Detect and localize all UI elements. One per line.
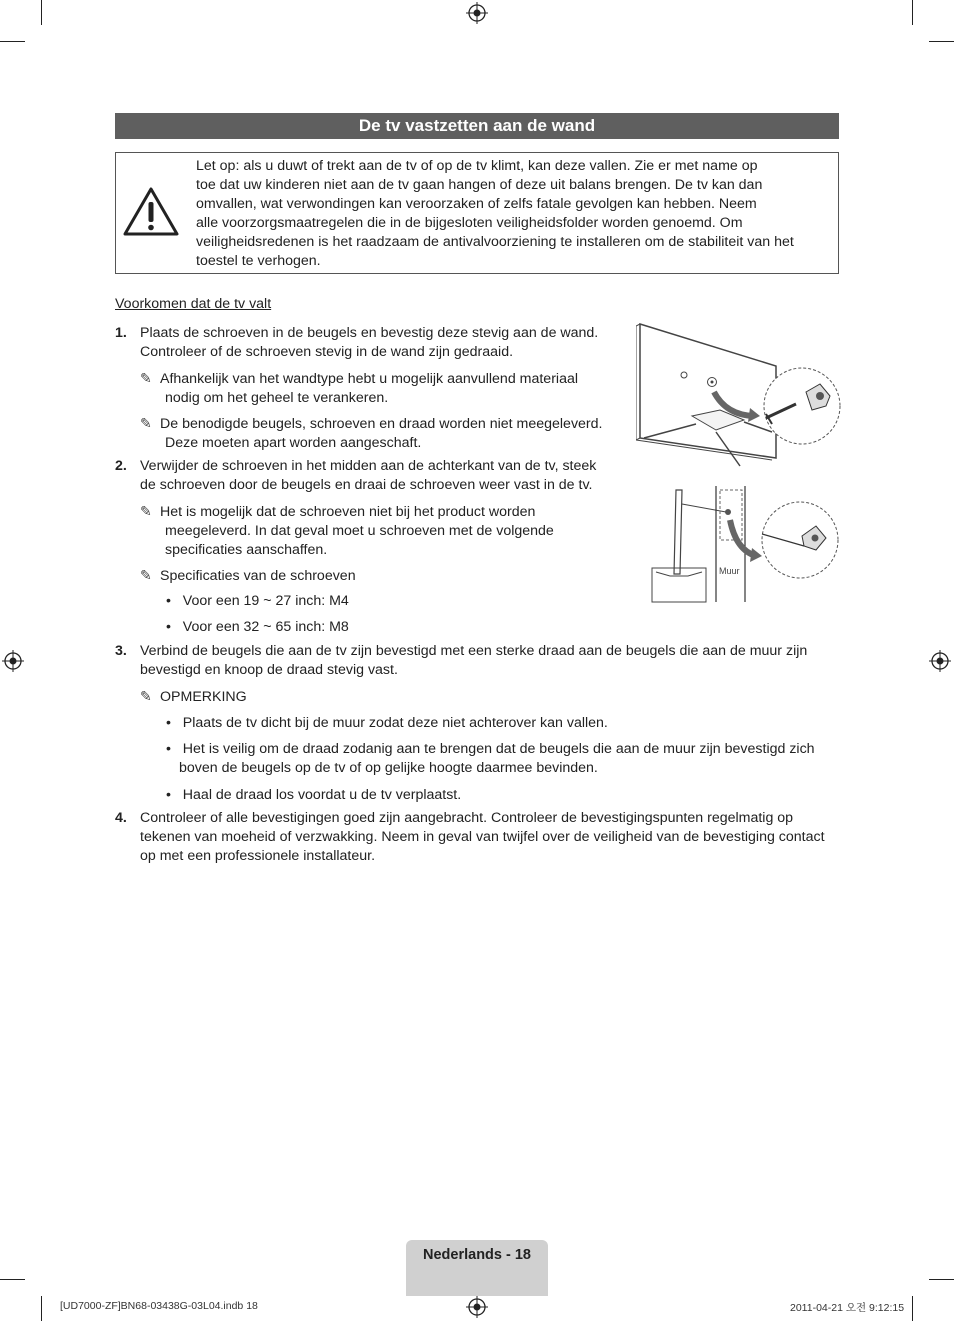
registration-mark-icon: [2, 650, 24, 672]
warning-triangle-icon: [122, 186, 180, 238]
step-2-text: Verwijder de schroeven in het midden aan de achterkant van de tv, steek de schroeven door de beugels en draai de schroeven weer vast in de tv.: [140, 458, 597, 493]
page-number: Nederlands - 18: [423, 1247, 531, 1263]
crop-mark: [929, 1279, 954, 1280]
step-number: 3.: [115, 643, 127, 659]
pencil-note-icon: ✎: [140, 567, 152, 583]
crop-mark: [929, 41, 954, 42]
list-item: • Voor een 32 ~ 65 inch: M8: [166, 619, 349, 635]
step-2-note-2: ✎ Specificaties van de schroeven: [140, 567, 356, 584]
registration-mark-icon: [929, 650, 951, 672]
crop-mark: [0, 1279, 25, 1280]
section-subheading: Voorkomen dat de tv valt: [115, 296, 272, 312]
crop-mark: [912, 1296, 913, 1321]
registration-mark-icon: [466, 1296, 488, 1318]
step-number: 1.: [115, 325, 127, 341]
step-1-note-2: ✎ De benodigde beugels, schroeven en draad worden niet meegeleverd. Deze moeten apart worden aangeschaft.: [140, 415, 603, 451]
tv-wall-wire-illustration: [644, 484, 844, 606]
step-3-text: Verbind de beugels die aan de tv zijn bevestigd met een sterke draad aan de beugels die aan de muur zijn bevestigd en knoop de draad stevig vast.: [140, 643, 808, 678]
crop-mark: [912, 0, 913, 25]
list-item: • Haal de draad los voordat u de tv verplaatst.: [166, 787, 462, 803]
step-1-note-1: ✎ Afhankelijk van het wandtype hebt u mogelijk aanvullend materiaal nodig om het geheel te verankeren.: [140, 370, 578, 406]
step-2-note-1: ✎ Het is mogelijk dat de schroeven niet bij het product worden meegeleverd. In dat geval moet u schroeven met de volgende specificaties aanschaffen.: [140, 503, 554, 558]
caution-text: Let op: als u duwt of trekt aan de tv of op de tv klimt, kan deze vallen. Zie er met name op toe dat uw kinderen niet aan de tv gaan hangen of deze uit balans brengen. De tv kan dan omvallen, wat verwondingen kan veroorzaken of zelfs fatale gevolgen kan hebben. Neem alle voorzorgsmaatregelen die in de bijgesloten veiligheidsfolder worden genoemd. Om veiligheidsredenen is het raadzaam de antivalvoorziening te installeren om de stabiliteit van het toestel te verhogen.: [196, 158, 794, 269]
crop-mark: [41, 1296, 42, 1321]
pencil-note-icon: ✎: [140, 503, 152, 519]
crop-mark: [41, 0, 42, 25]
list-item: • Plaats de tv dicht bij de muur zodat deze niet achterover kan vallen.: [166, 715, 608, 731]
step-4-text: Controleer of alle bevestigingen goed zijn aangebracht. Controleer de bevestigingspunten regelmatig op tekenen van moeheid of verzwakking. Neem in geval van twijfel over de veiligheid van de bevestiging contact op met een professionele installateur.: [140, 810, 825, 864]
caution-lead: Let op: [196, 158, 236, 174]
pencil-note-icon: ✎: [140, 370, 152, 386]
pencil-note-icon: ✎: [140, 688, 152, 704]
step-number: 4.: [115, 810, 127, 826]
caution-box: [115, 152, 839, 274]
step-1-text: Plaats de schroeven in de beugels en bevestig deze stevig aan de wand. Controleer of de schroeven stevig in de wand zijn gedraaid.: [140, 325, 599, 360]
step-number: 2.: [115, 458, 127, 474]
print-timestamp: 2011-04-21 오전 9:12:15: [790, 1302, 905, 1314]
wall-label: Muur: [719, 566, 740, 576]
crop-mark: [0, 41, 25, 42]
file-slug: [UD7000-ZF]BN68-03438G-03L04.indb 18: [60, 1300, 258, 1312]
step-3-note: ✎ OPMERKING: [140, 688, 247, 705]
registration-mark-icon: [466, 2, 488, 24]
list-item: • Het is veilig om de draad zodanig aan te brengen dat de beugels die aan de muur zijn bevestigd zich boven de beugels op de tv of op gelijke hoogte daarmee bevinden.: [166, 741, 815, 776]
page-title: De tv vastzetten aan de wand: [115, 113, 839, 139]
tv-back-bracket-illustration: [636, 320, 842, 480]
pencil-note-icon: ✎: [140, 415, 152, 431]
list-item: • Voor een 19 ~ 27 inch: M4: [166, 593, 349, 609]
